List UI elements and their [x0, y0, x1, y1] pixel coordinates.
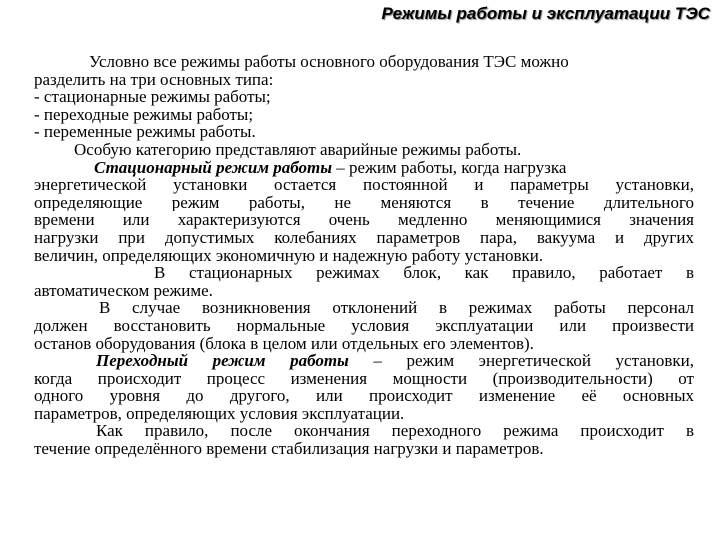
slide-title: Режимы работы и эксплуатации ТЭС	[381, 4, 710, 23]
stationary-line: времени или характеризуются очень медленно меняющимися значения	[34, 211, 694, 229]
auto-mode-line-2: автоматическом режиме.	[34, 280, 213, 300]
transient-line: одного уровня до другого, или происходит изменение её основных	[34, 387, 694, 405]
transient-definition-lead	[34, 352, 694, 370]
stationary-term: Стационарный режим работы	[94, 157, 333, 177]
intro-line-2: разделить на три основных типа:	[34, 69, 274, 89]
deviation-line: должен восстановить нормальные условия эксплуатации или произвести	[34, 316, 694, 335]
rule-line-1: Как правило, после окончания переходного режима происходит в	[96, 422, 694, 441]
type-variable: - переменные режимы работы.	[34, 122, 256, 142]
type-stationary: - стационарные режимы работы;	[34, 87, 271, 107]
document-body	[34, 53, 694, 458]
deviation-line-1: В случае возникновения отклонений в режимах работы персонал	[99, 299, 694, 317]
type-transient: - переходные режимы работы;	[34, 104, 254, 124]
transient-line: когда происходит процесс изменения мощности (производительности) от	[34, 369, 694, 388]
stationary-line: величин, определяющих экономичную и надежную работу установки.	[34, 245, 544, 265]
stationary-line: определяющие режим работы, не меняются в течение длительного	[34, 193, 694, 212]
intro-line-1: Условно все режимы работы основного оборудования ТЭС можно	[89, 52, 569, 71]
emergency-note: Особую категорию представляют аварийные режимы работы.	[74, 139, 522, 159]
stationary-line: энергетической установки остается постоянной и параметры установки,	[34, 176, 694, 194]
rule-line-2: течение определённого времени стабилизация нагрузки и параметров.	[34, 439, 544, 459]
transient-lead: – режим энергетической установки,	[348, 352, 694, 370]
transient-term: Переходный режим работы	[96, 352, 349, 370]
auto-mode-line-1: В стационарных режимах блок, как правило, работает в	[154, 264, 694, 282]
stationary-definition-lead	[34, 159, 694, 177]
stationary-lead: – режим работы, когда нагрузка	[332, 157, 567, 177]
transient-line: параметров, определяющих условия эксплуатации.	[34, 403, 405, 423]
deviation-line: останов оборудования (блока в целом или отдельных его элементов).	[34, 333, 534, 353]
stationary-line: нагрузки при допустимых колебаниях параметров пара, вакуума и других	[34, 228, 694, 247]
